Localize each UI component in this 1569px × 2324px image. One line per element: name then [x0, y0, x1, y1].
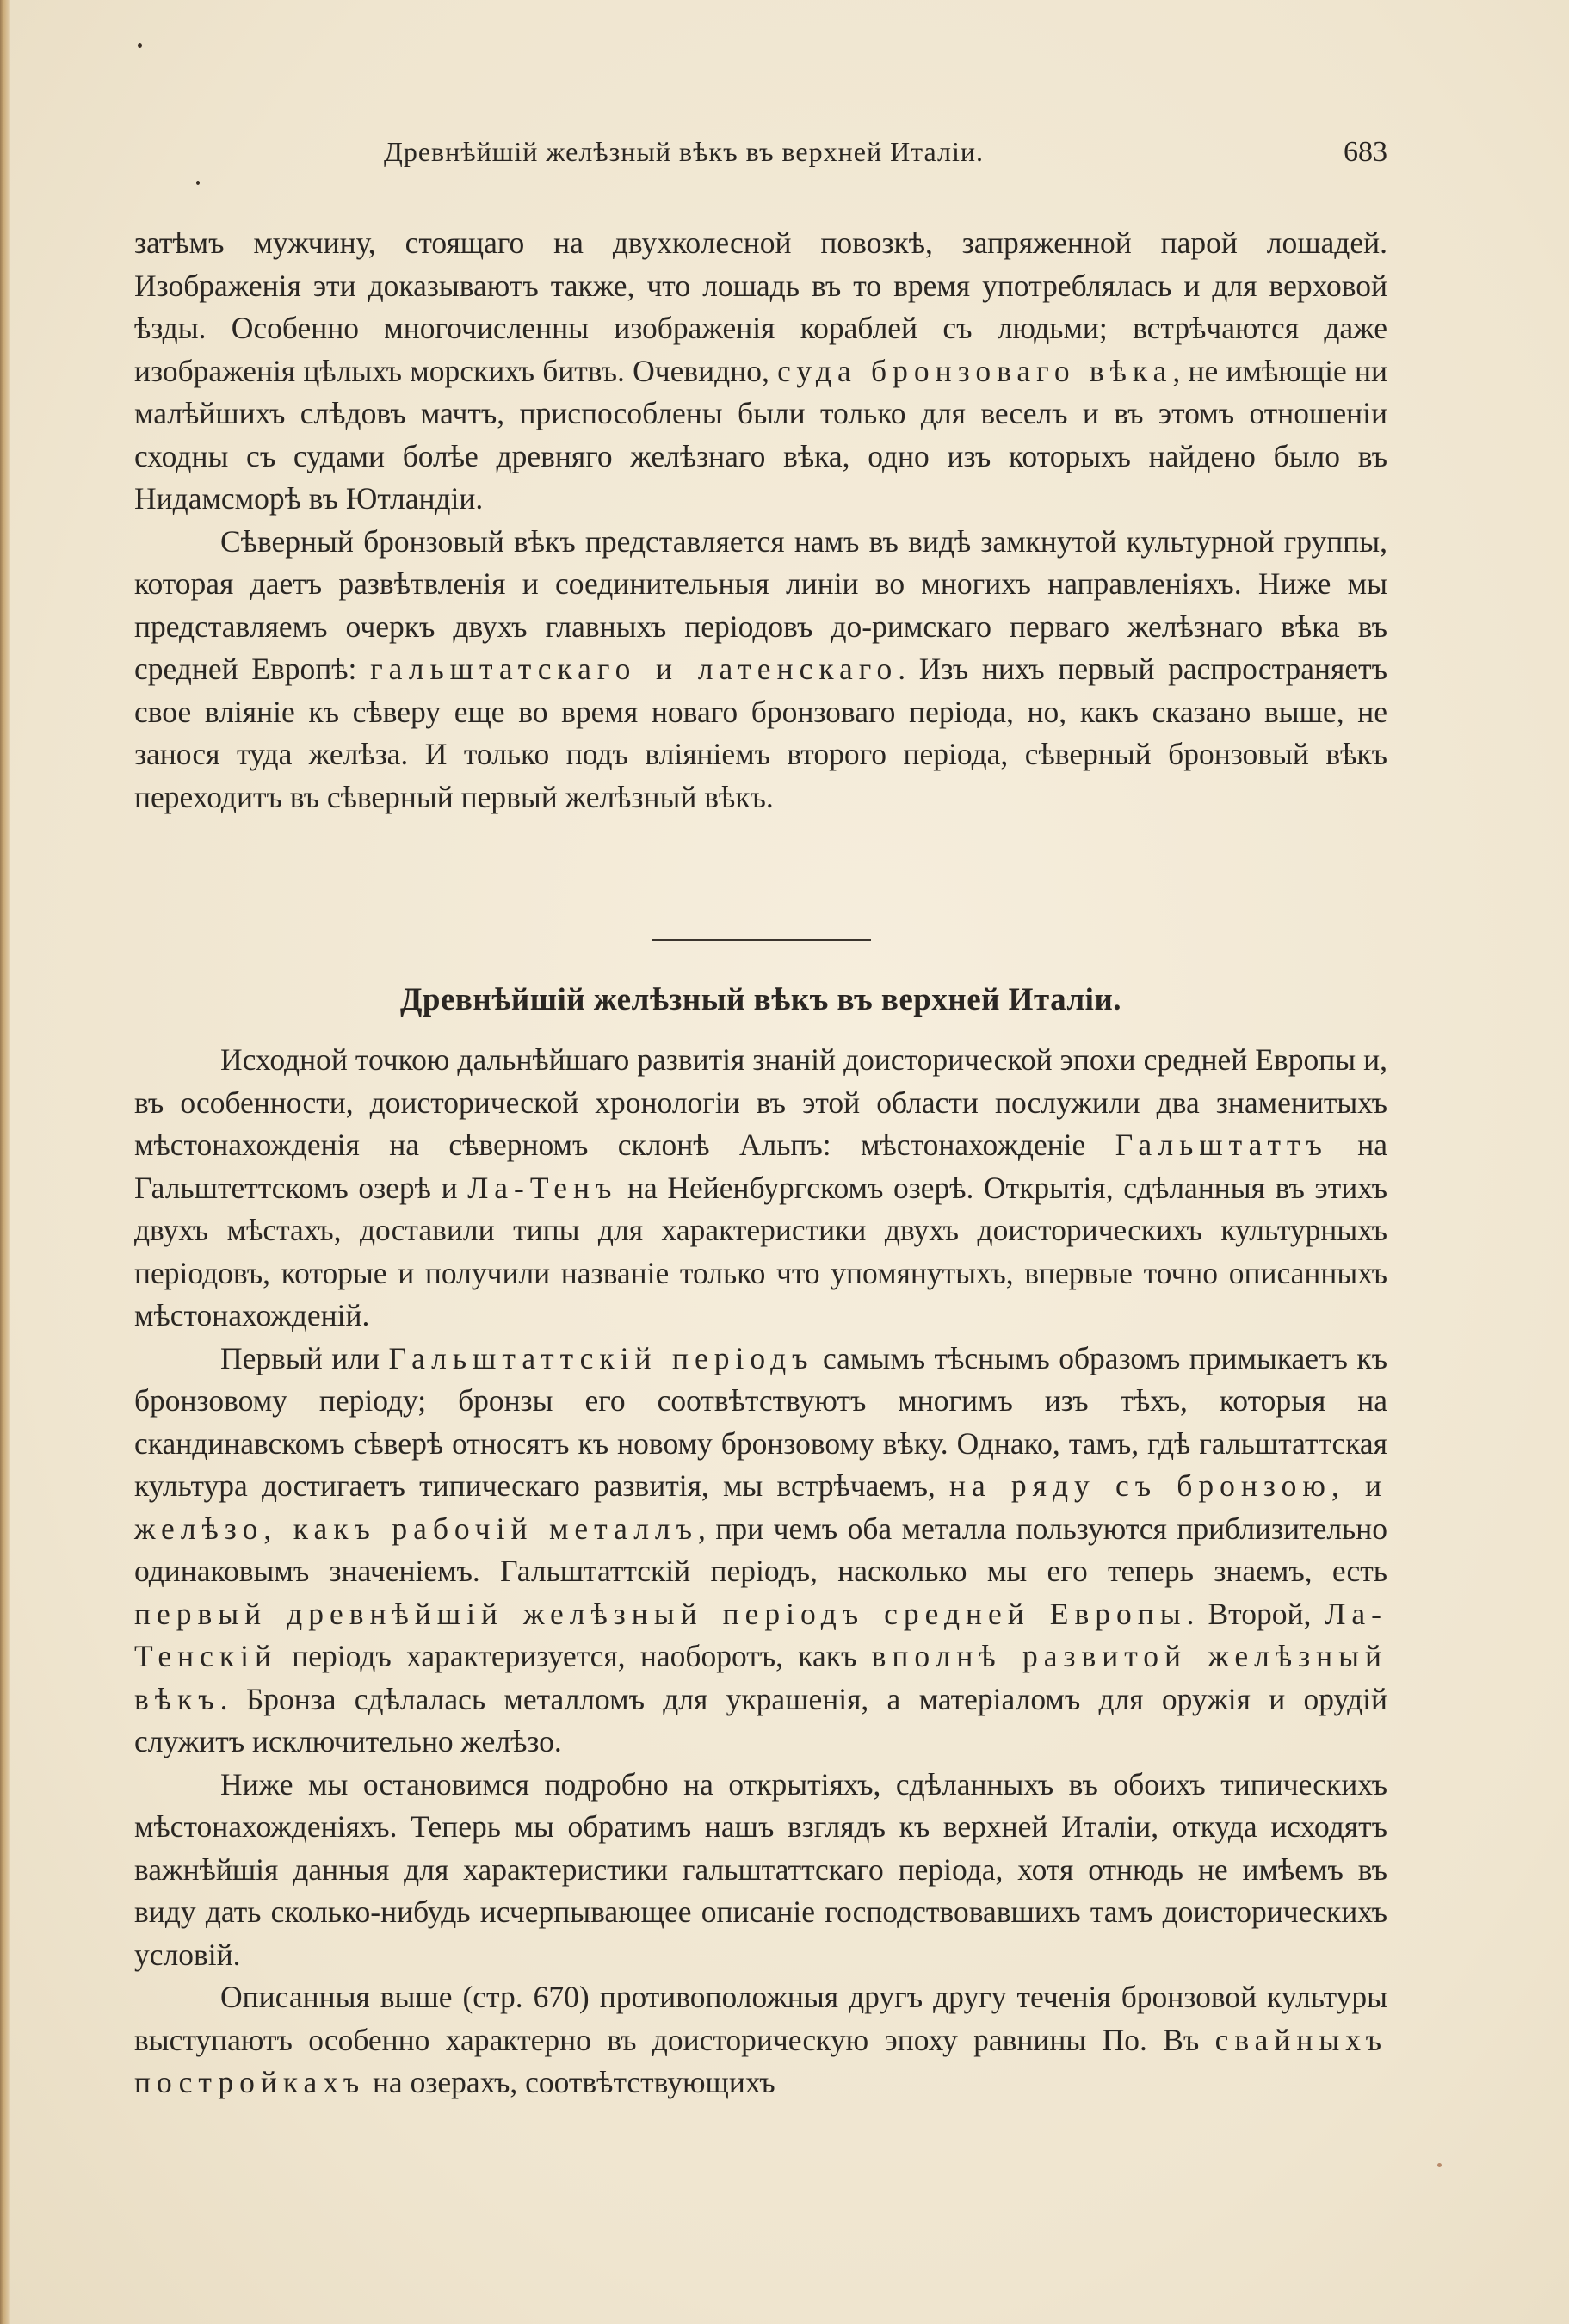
ink-speck — [196, 181, 200, 185]
spaced-emphasis: первый древнѣйшій желѣзный періодъ средней Европы — [134, 1596, 1187, 1631]
text-run: , при чемъ оба металла пользуются приблизительно одинаковымъ значеніемъ. Гальштаттскій періодъ, насколько мы его теперь знаемъ, есть — [134, 1511, 1387, 1588]
text-run: , не имѣющіе ни малѣйшихъ слѣдовъ мачтъ, приспособлены были только для веселъ и въ этомъ отношеніи сходны съ судами болѣе древняго желѣзнаго вѣка, одно изъ которыхъ найдено было въ Нидамсморѣ въ Ютландіи. — [134, 353, 1387, 516]
spaced-emphasis: гальштатскаго и латенскаго — [370, 652, 899, 686]
section-title: Древнѣйшій желѣзный вѣкъ въ верхней Италіи. — [399, 982, 1122, 1017]
text-run: на озерахъ, соотвѣтствующихъ — [365, 2065, 775, 2099]
text-run: Сѣверный бронзовый вѣкъ представляется намъ въ видѣ замкнутой культурной группы, которая даетъ развѣтвленія и соединительныя линіи во многихъ направленіяхъ. Ниже мы представляемъ очеркъ двухъ главныхъ періодовъ до-римскаго перваго желѣзнаго вѣка въ средней Европѣ: — [134, 523, 1387, 686]
page-header — [134, 136, 1387, 179]
text-run: . Второй, — [1186, 1596, 1325, 1631]
page-binding-edge — [0, 0, 10, 2324]
paragraph — [134, 1039, 1387, 1338]
paragraph — [134, 222, 1387, 521]
spaced-emphasis: Гальштаттскій періодъ — [388, 1340, 814, 1375]
text-run: на Нейенбургскомъ озерѣ. Открытія, сдѣланныя въ этихъ двухъ мѣстахъ, доставили типы для характеристики двухъ доисторическихъ культурныхъ періодовъ, которые и получили названіе только что упомянутыхъ, впервые точно описанныхъ мѣстонахожденій. — [134, 1170, 1387, 1332]
text-run: Первый или — [220, 1340, 389, 1375]
spaced-emphasis: суда бронзоваго вѣка — [777, 353, 1173, 388]
spaced-emphasis: вполнѣ развитой желѣзный вѣкъ — [134, 1639, 1388, 1716]
running-head: Древнѣйшій желѣзный вѣкъ въ верхней Италіи. — [384, 136, 985, 167]
spaced-emphasis: на ряду съ бронзою, и желѣзо, какъ рабочій металлъ — [134, 1468, 1387, 1546]
spaced-emphasis: Ла-Тенскій — [134, 1596, 1387, 1673]
text-run: . Изъ нихъ первый распространяетъ свое вліяніе къ сѣверу еще во время новаго бронзоваго періода, но, какъ сказано выше, не занося туда желѣза. И только подъ вліяніемъ второго періода, сѣверный бронзовый вѣкъ переходитъ въ сѣверный первый желѣзный вѣкъ. — [134, 652, 1387, 814]
text-run: на Гальштеттскомъ озерѣ и — [134, 1128, 1387, 1205]
text-block-lower — [134, 1039, 1387, 2105]
text-block-upper — [134, 222, 1387, 819]
text-run: періодъ характеризуется, наоборотъ, какъ — [276, 1639, 872, 1673]
text-run: . Бронза сдѣлалась металломъ для украшенія, а матеріаломъ для оружія и орудій служитъ исключительно желѣзо. — [134, 1681, 1387, 1758]
text-run: Ниже мы остановимся подробно на открытіяхъ, сдѣланныхъ въ обоихъ типическихъ мѣстонахожденіяхъ. Теперь мы обратимъ нашъ взглядъ къ верхней Италіи, откуда исходятъ важнѣйшія данныя для характеристики гальштаттскаго періода, хотя отнюдь не имѣемъ въ виду дать сколько-нибудь исчерпывающее описаніе господствовавшихъ тамъ доисторическихъ условій. — [134, 1766, 1387, 1972]
spaced-emphasis: свайныхъ постройкахъ — [134, 2022, 1387, 2099]
ink-speck — [1437, 2163, 1442, 2167]
spaced-emphasis: Гальштаттъ — [1115, 1128, 1328, 1162]
ink-speck — [138, 43, 142, 48]
paragraph — [134, 521, 1387, 819]
page-number: 683 — [1344, 136, 1387, 168]
spaced-emphasis: Ла-Тенъ — [467, 1170, 618, 1205]
text-run: Исходной точкою дальнѣйшаго развитія знаній доисторической эпохи средней Европы и, въ особенности, доисторической хронологіи въ этой области послужили два знаменитыхъ мѣстонахожденія на сѣверномъ склонѣ Альпъ: мѣстонахожденіе — [134, 1042, 1387, 1162]
text-run: Описанныя выше (стр. 670) противоположныя другъ другу теченія бронзовой культуры выступаютъ особенно характерно въ доисторическую эпоху равнины По. Въ — [134, 1980, 1387, 2057]
paragraph — [134, 1338, 1387, 1764]
text-run: затѣмъ мужчину, стоящаго на двухколесной повозкѣ, запряженной парой лошадей. Изображенія эти доказываютъ также, что лошадь въ то время употреблялась и для верховой ѣзды. Особенно многочисленны изображенія кораблей съ людьми; встрѣчаются даже изображенія цѣлыхъ морскихъ битвъ. Очевидно, — [134, 226, 1387, 388]
paragraph — [134, 1764, 1387, 1977]
text-run: самымъ тѣснымъ образомъ примыкаетъ къ бронзовому періоду; бронзы его соотвѣтствуютъ многимъ изъ тѣхъ, которыя на скандинавскомъ сѣверѣ относятъ къ новому бронзовому вѣку. Однако, тамъ, гдѣ гальштаттская культура достигаетъ типическаго развитія, мы встрѣчаемъ, — [134, 1340, 1388, 1503]
section-divider — [652, 939, 871, 941]
paragraph — [134, 1976, 1387, 2105]
